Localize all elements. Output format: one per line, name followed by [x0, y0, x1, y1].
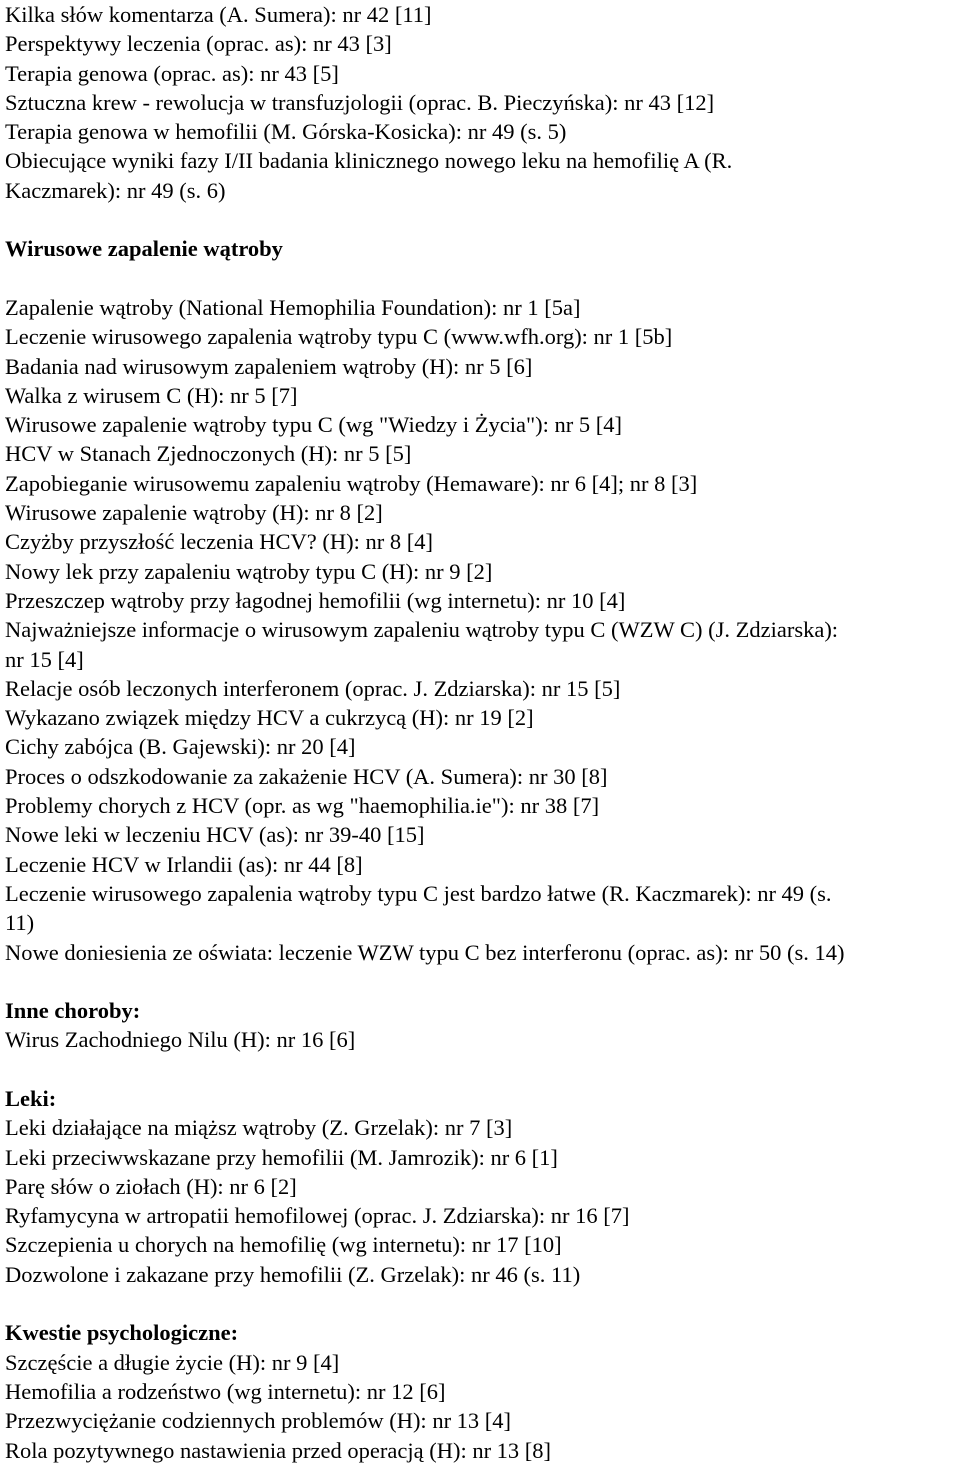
spacer: [5, 1289, 960, 1318]
list-item: Dozwolone i zakazane przy hemofilii (Z. Grzelak): nr 46 (s. 11): [5, 1261, 581, 1287]
section-heading: Kwestie psychologiczne:: [5, 1320, 239, 1346]
list-item: HCV w Stanach Zjednoczonych (H): nr 5 [5]: [5, 441, 412, 467]
list-item: Wykazano związek między HCV a cukrzycą (H): nr 19 [2]: [5, 705, 534, 731]
list-item: Zapobieganie wirusowemu zapaleniu wątroby (Hemaware): nr 6 [4]; nr 8 [3]: [5, 470, 698, 496]
section-heading: Leki:: [5, 1085, 57, 1111]
document-page: [5, 0, 960, 1465]
list-item: Przezwyciężanie codziennych problemów (H): nr 13 [4]: [5, 1408, 512, 1434]
list-item: Sztuczna krew - rewolucja w transfuzjologii (oprac. B. Pieczyńska): nr 43 [12]: [5, 89, 715, 115]
list-item: Nowy lek przy zapaleniu wątroby typu C (H): nr 9 [2]: [5, 558, 493, 584]
list-item: Wirusowe zapalenie wątroby typu C (wg "Wiedzy i Życia"): nr 5 [4]: [5, 412, 622, 438]
list-item: Kilka słów komentarza (A. Sumera): nr 42 [11]: [5, 2, 432, 27]
spacer: [5, 1055, 960, 1084]
list-item: Leki przeciwwskazane przy hemofilii (M. Jamrozik): nr 6 [1]: [5, 1144, 558, 1170]
list-item: Przeszczep wątroby przy łagodnej hemofilii (wg internetu): nr 10 [4]: [5, 587, 626, 613]
list-item: Perspektywy leczenia (oprac. as): nr 43 [3]: [5, 31, 392, 57]
section-psychological: [5, 1318, 960, 1464]
list-item: 11): [5, 910, 35, 936]
list-item: Badania nad wirusowym zapaleniem wątroby (H): nr 5 [6]: [5, 353, 533, 379]
list-item: Najważniejsze informacje o wirusowym zapaleniu wątroby typu C (WZW C) (J. Zdziarska):: [5, 617, 839, 643]
list-item: Leczenie HCV w Irlandii (as): nr 44 [8]: [5, 851, 363, 877]
section-heading: Wirusowe zapalenie wątroby: [5, 236, 283, 262]
spacer: [5, 264, 960, 293]
list-item: Ryfamycyna w artropatii hemofilowej (oprac. J. Zdziarska): nr 16 [7]: [5, 1203, 630, 1229]
section-hepatitis: [5, 234, 960, 966]
list-item: Nowe doniesienia ze oświata: leczenie WZW typu C bez interferonu (oprac. as): nr 50 (s. 14): [5, 939, 845, 965]
list-item: Terapia genowa w hemofilii (M. Górska-Kosicka): nr 49 (s. 5): [5, 119, 567, 145]
list-item: Zapalenie wątroby (National Hemophilia Foundation): nr 1 [5a]: [5, 294, 581, 320]
list-item: Leczenie wirusowego zapalenia wątroby typu C jest bardzo łatwe (R. Kaczmarek): nr 49 (s.: [5, 880, 832, 906]
list-item: Proces o odszkodowanie za zakażenie HCV (A. Sumera): nr 30 [8]: [5, 763, 608, 789]
list-item: Obiecujące wyniki fazy I/II badania klinicznego nowego leku na hemofilię A (R.: [5, 148, 733, 174]
list-item: Cichy zabójca (B. Gajewski): nr 20 [4]: [5, 734, 356, 760]
list-item: Kaczmarek): nr 49 (s. 6): [5, 177, 226, 203]
list-item: Szczęście a długie życie (H): nr 9 [4]: [5, 1349, 340, 1375]
list-item: Problemy chorych z HCV (opr. as wg "haemophilia.ie"): nr 38 [7]: [5, 793, 600, 819]
list-item: Relacje osób leczonych interferonem (oprac. J. Zdziarska): nr 15 [5]: [5, 675, 621, 701]
list-item: Szczepienia u chorych na hemofilię (wg internetu): nr 17 [10]: [5, 1232, 562, 1258]
section-continuation: [5, 0, 960, 205]
spacer: [5, 967, 960, 996]
section-other-diseases: [5, 996, 960, 1055]
list-item: Terapia genowa (oprac. as): nr 43 [5]: [5, 60, 339, 86]
list-item: Walka z wirusem C (H): nr 5 [7]: [5, 382, 298, 408]
section-medicines: [5, 1084, 960, 1289]
list-item: Wirus Zachodniego Nilu (H): nr 16 [6]: [5, 1027, 356, 1053]
list-item: Hemofilia a rodzeństwo (wg internetu): nr 12 [6]: [5, 1378, 446, 1404]
spacer: [5, 205, 960, 234]
section-heading: Inne choroby:: [5, 998, 141, 1024]
list-item: Parę słów o ziołach (H): nr 6 [2]: [5, 1173, 297, 1199]
list-item: nr 15 [4]: [5, 646, 84, 672]
list-item: Wirusowe zapalenie wątroby (H): nr 8 [2]: [5, 500, 383, 526]
list-item: Leczenie wirusowego zapalenia wątroby typu C (www.wfh.org): nr 1 [5b]: [5, 324, 673, 350]
list-item: Rola pozytywnego nastawienia przed operacją (H): nr 13 [8]: [5, 1437, 552, 1463]
list-item: Leki działające na miąższ wątroby (Z. Grzelak): nr 7 [3]: [5, 1115, 513, 1141]
list-item: Czyżby przyszłość leczenia HCV? (H): nr 8 [4]: [5, 529, 433, 555]
list-item: Nowe leki w leczeniu HCV (as): nr 39-40 [15]: [5, 822, 425, 848]
